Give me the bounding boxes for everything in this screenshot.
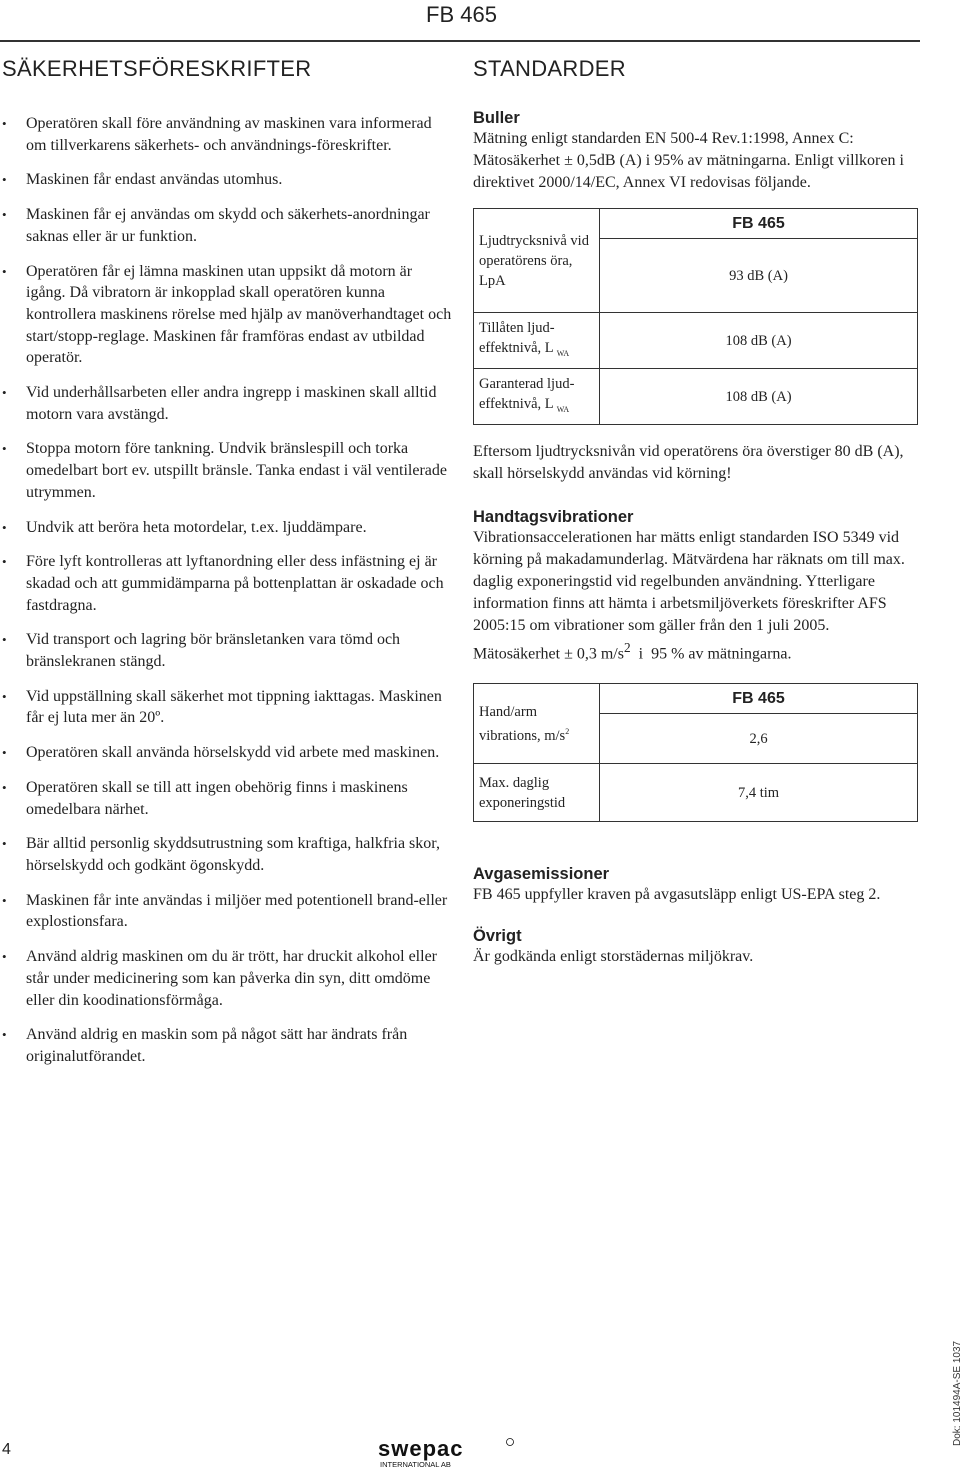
- vibration-accuracy-text: Mätosäkerhet ± 0,3 m/s: [473, 645, 624, 663]
- noise-label-subscript: WA: [556, 404, 570, 414]
- vibration-text: Vibrationsaccelerationen har mätts enligt standarden ISO 5349 vid körning på makadamunderlag. Mätvärdena har räknats om till max. daglig exponeringstid vid regelbunden användning. Ytterligare information finns att hämta i arbetsmiljöverkets föreskrifter AFS 2005:15 om vibrationer som gäller från den 1 juli 2005.: [473, 529, 905, 634]
- vibration-column-header: FB 465: [600, 684, 918, 714]
- safety-item: • Vid uppställning skall säkerhet mot tippning iakttagas. Maskinen får ej luta mer än 20º.: [2, 686, 452, 729]
- standards-column: [473, 56, 923, 968]
- vibration-label-cell: [474, 684, 600, 764]
- vibration-label-cell: [474, 764, 600, 822]
- vibration-label-superscript: 2: [565, 726, 570, 736]
- vibration-value: 2,6: [600, 714, 918, 764]
- vibration-accuracy: [473, 637, 923, 665]
- model-header: FB 465: [426, 2, 497, 27]
- noise-label: Ljudtrycksnivå vid operatörens öra, LpA: [479, 232, 589, 289]
- noise-note: Eftersom ljudtrycksnivån vid operatörens öra överstiger 80 dB (A), skall hörselskydd användas vid körning!: [473, 443, 904, 482]
- safety-item: • Använd aldrig en maskin som på något sätt har ändrats från originalutförandet.: [2, 1024, 452, 1067]
- noise-heading: Buller: [473, 109, 520, 127]
- other-heading: Övrigt: [473, 927, 522, 946]
- vibration-accuracy-tail: i 95 % av mätningarna.: [630, 645, 792, 663]
- safety-item: • Maskinen får endast användas utomhus.: [2, 169, 452, 191]
- safety-item: • Operatören får ej lämna maskinen utan uppsikt då motorn är igång. Då vibratorn är inkopplad skall operatören kunna kontrollera maskinens rörelse med hjälp av manöverhandtaget och start/stopp-reglage. Maskinen får framföras endast av utbildad operatör.: [2, 261, 452, 370]
- vibration-accuracy-exponent: 2: [623, 640, 631, 655]
- safety-item: • Stoppa motorn före tankning. Undvik bränslespill och torka omedelbart bort ev. utspillt bränsle. Tanka endast i väl ventilerade utrymmen.: [2, 438, 452, 503]
- logo-wordmark: swepac: [378, 1436, 464, 1461]
- noise-table: [473, 208, 918, 425]
- noise-label: Garanterad ljud-effektnivå, L: [479, 375, 575, 412]
- noise-column-header: FB 465: [600, 209, 918, 239]
- noise-label-subscript: WA: [556, 348, 570, 358]
- safety-item: • Använd aldrig maskinen om du är trött, har druckit alkohol eller står under medicinering som kan påverka din syn, ditt omdöme eller din koodinationsförmåga.: [2, 946, 452, 1011]
- noise-label-cell: [474, 209, 600, 313]
- noise-label-cell: [474, 369, 600, 425]
- safety-item: • Maskinen får inte användas i miljöer med potentionell brand-eller explostionsfara.: [2, 890, 452, 933]
- vibration-label: Max. daglig exponeringstid: [479, 774, 566, 811]
- noise-label: Tillåten ljud-effektnivå, L: [479, 319, 555, 356]
- header-divider: [0, 40, 920, 42]
- document-reference: Dok: 101494A-SE 1037: [952, 1340, 963, 1446]
- swepac-logo: [378, 1437, 518, 1469]
- safety-item: • Operatören skall använda hörselskydd vid arbete med maskinen.: [2, 742, 452, 764]
- safety-list: [2, 113, 452, 1068]
- safety-item: • Vid transport och lagring bör bränsletanken vara tömd och bränslekranen stängd.: [2, 629, 452, 672]
- noise-value: 108 dB (A): [600, 369, 918, 425]
- noise-value: 93 dB (A): [600, 239, 918, 313]
- safety-item: • Maskinen får ej användas om skydd och säkerhets-anordningar saknas eller är ur funktion.: [2, 204, 452, 247]
- emissions-heading: Avgasemissioner: [473, 865, 610, 884]
- safety-item: • Före lyft kontrolleras att lyftanordning eller dess infästning ej är skadad och att gummidämparna på bottenplattan är oskadade och fastdragna.: [2, 551, 452, 616]
- vibration-value: 7,4 tim: [600, 764, 918, 822]
- registered-mark-icon: [507, 1439, 514, 1446]
- safety-column: [2, 56, 452, 1081]
- other-text: Är godkända enligt storstädernas miljökrav.: [473, 948, 754, 966]
- noise-label-cell: [474, 313, 600, 369]
- vibration-table: [473, 683, 918, 822]
- safety-item: • Operatören skall före användning av maskinen vara informerad om tillverkarens säkerhets- och användnings-föreskrifter.: [2, 113, 452, 156]
- safety-item: • Bär alltid personlig skyddsutrustning som kraftiga, halkfria skor, hörselskydd och godkänt ögonskydd.: [2, 833, 452, 876]
- standards-title: STANDARDER: [473, 56, 626, 81]
- noise-text: Mätning enligt standarden EN 500-4 Rev.1:1998, Annex C: Mätosäkerhet ± 0,5dB (A) i 95% av mätningarna. Enligt villkoren i direktivet 2000/14/EC, Annex VI redovisas följande.: [473, 130, 904, 191]
- page-number: 4: [2, 1441, 11, 1458]
- noise-value: 108 dB (A): [600, 313, 918, 369]
- safety-item: • Undvik att beröra heta motordelar, t.ex. ljuddämpare.: [2, 517, 452, 539]
- emissions-text: FB 465 uppfyller kraven på avgasutsläpp enligt US-EPA steg 2.: [473, 886, 881, 904]
- logo-subtitle: INTERNATIONAL AB: [380, 1460, 451, 1469]
- safety-item: • Operatören skall se till att ingen obehörig finns i maskinens omedelbara närhet.: [2, 777, 452, 820]
- safety-item: • Vid underhållsarbeten eller andra ingrepp i maskinen skall alltid motorn vara avstängd.: [2, 382, 452, 425]
- vibration-heading: Handtagsvibrationer: [473, 508, 634, 526]
- vibration-label: Hand/arm vibrations, m/s: [479, 703, 566, 744]
- safety-title: SÄKERHETSFÖRESKRIFTER: [2, 56, 312, 81]
